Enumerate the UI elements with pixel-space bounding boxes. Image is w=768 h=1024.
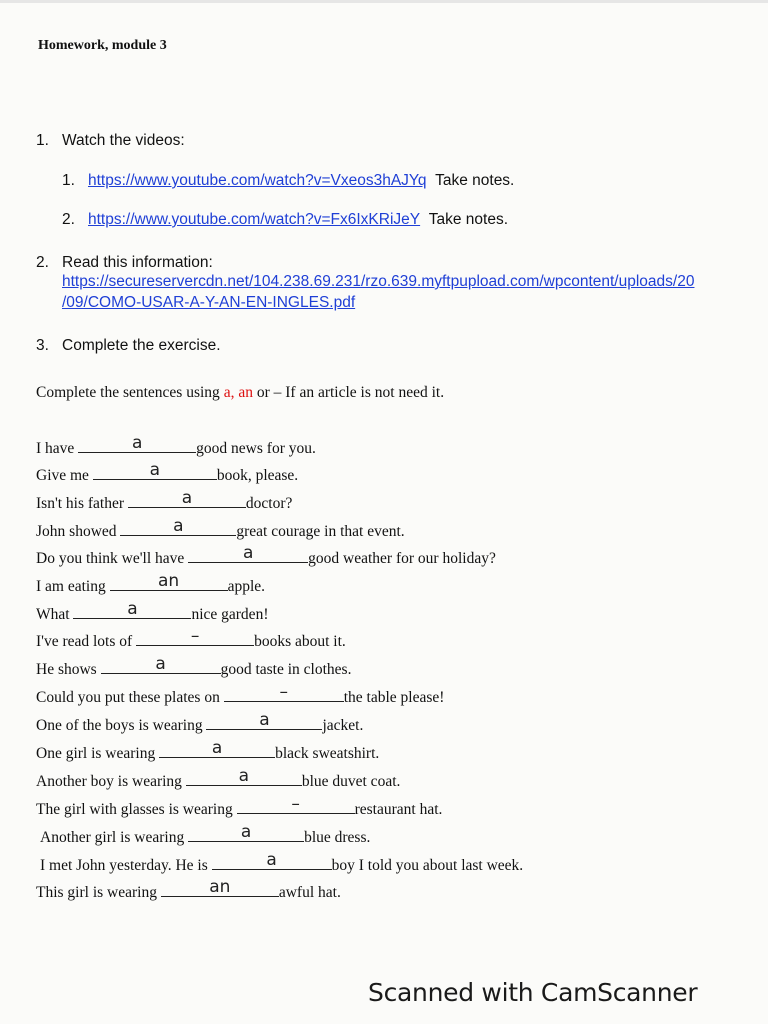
exercise-sentence [36,682,445,709]
sentence-after: restaurant hat. [354,801,443,818]
exercise-instruction [36,384,444,402]
info-link-line-2[interactable]: /09/COMO-USAR-A-Y-AN-EN-INGLES.pdf [62,294,356,311]
item-number: 2. [36,254,49,271]
sentence-before: This girl is wearing [36,884,157,901]
handwritten-answer: an [158,571,180,591]
sentence-before: Give me [36,467,89,484]
sentence-after: blue duvet coat. [301,773,401,790]
handwritten-answer: a [127,599,138,619]
sentence-after: good taste in clothes. [220,661,352,678]
handwritten-answer: a [259,710,270,730]
exercise-sentence [36,626,346,653]
answer-blank[interactable] [128,488,246,508]
sentence-before: Could you put these plates on [36,689,220,706]
handwritten-answer: – [190,626,200,646]
answer-blank[interactable] [120,516,236,536]
sentence-after: doctor? [245,495,293,512]
instruction-text-end: or – If an article is not need it. [256,384,445,401]
video-2 [62,211,508,229]
answer-blank[interactable] [93,460,217,480]
sentence-before: I am eating [36,578,106,595]
sentence-after: nice garden! [191,606,269,623]
sentence-before: One girl is wearing [36,745,156,762]
sentence-after: apple. [227,578,266,595]
video-note: Take notes. [435,172,515,189]
sentence-before: I met John yesterday. He is [40,857,208,874]
sentence-after: black sweatshirt. [275,745,380,762]
sentence-before: Do you think we'll have [36,550,185,567]
page-title: Homework, module 3 [38,38,167,53]
camscanner-watermark: Scanned with CamScanner [368,978,698,1007]
exercise-sentence [36,571,266,598]
answer-blank[interactable] [73,599,191,619]
item-text: Read this information: [62,254,213,271]
answer-blank[interactable] [224,682,344,702]
scan-edge [0,0,768,3]
answer-blank[interactable] [188,822,304,842]
answer-blank[interactable] [136,626,254,646]
exercise-sentence [36,599,269,626]
sentence-before: The girl with glasses is wearing [36,801,233,818]
sentence-after: great courage in that event. [236,523,405,540]
video-note: Take notes. [428,211,509,228]
sentence-before: I've read lots of [36,633,133,650]
video-number: 1. [62,172,75,189]
handwritten-answer: a [238,766,250,786]
info-link-line-1[interactable]: https://secureservercdn.net/104.238.69.231/rzo.639.myftpupload.com/wpcontent/uploads/20 [62,273,695,290]
sentence-before: Isn't his father [36,495,125,512]
sentence-before: He shows [36,661,97,678]
handwritten-answer: a [242,543,254,563]
exercise-sentence [40,850,524,877]
sentence-after: awful hat. [278,884,341,901]
sentence-before: One of the boys is wearing [36,717,203,734]
sentence-after: book, please. [216,467,299,484]
item-1 [36,132,185,150]
exercise-sentence [36,710,364,737]
exercise-sentence [40,822,371,849]
answer-blank[interactable] [161,877,279,897]
sentence-after: blue dress. [304,829,371,846]
item-3 [36,337,221,355]
video-link[interactable]: https://www.youtube.com/watch?v=Fx6IxKRiJeY [88,211,421,228]
handwritten-answer: – [291,794,300,814]
article-an: an [238,384,253,401]
answer-blank[interactable] [237,794,355,814]
answer-blank[interactable] [212,850,332,870]
exercise-sentence [36,794,443,821]
exercise-sentence [36,738,380,765]
handwritten-answer: a [266,850,277,870]
sentence-after: good weather for our holiday? [308,550,496,567]
handwritten-answer: a [155,654,166,674]
exercise-sentence [36,488,293,515]
sentence-after: jacket. [322,717,364,734]
item-number: 1. [36,132,49,149]
handwritten-answer: – [279,682,288,702]
exercise-sentence [36,543,496,570]
answer-blank[interactable] [206,710,322,730]
sentence-before: Another girl is wearing [40,829,185,846]
answer-blank[interactable] [101,654,221,674]
exercise-sentence [36,654,352,681]
video-1 [62,172,514,190]
exercise-sentence [36,460,299,487]
item-text: Watch the videos: [62,132,185,149]
sentence-before: John showed [36,523,117,540]
handwritten-answer: an [209,877,231,897]
handwritten-answer: a [181,488,193,508]
answer-blank[interactable] [78,433,196,453]
handwritten-answer: a [240,822,252,842]
answer-blank[interactable] [186,766,302,786]
handwritten-answer: a [211,738,223,758]
handwritten-answer: a [131,433,143,453]
video-number: 2. [62,211,75,228]
sentence-before: Another boy is wearing [36,773,182,790]
sentence-after: boy I told you about last week. [331,857,524,874]
item-text: Complete the exercise. [62,337,221,354]
handwritten-answer: a [173,516,184,536]
exercise-sentence [36,516,405,543]
exercise-sentence [36,766,401,793]
exercise-sentence [36,877,341,904]
article-a: a, [223,384,235,401]
instruction-text: Complete the sentences using [36,384,220,401]
handwritten-answer: a [149,460,161,480]
answer-blank[interactable] [188,543,308,563]
answer-blank[interactable] [159,738,275,758]
sentence-before: I have [36,440,75,457]
exercise-sentence [36,433,316,460]
video-link[interactable]: https://www.youtube.com/watch?v=Vxeos3hAJYq [88,172,427,189]
sentence-before: What [36,606,70,623]
item-2 [36,254,213,272]
sentence-after: the table please! [343,689,445,706]
item-number: 3. [36,337,49,354]
sentence-after: books about it. [254,633,346,650]
answer-blank[interactable] [110,571,228,591]
sentence-after: good news for you. [196,440,316,457]
